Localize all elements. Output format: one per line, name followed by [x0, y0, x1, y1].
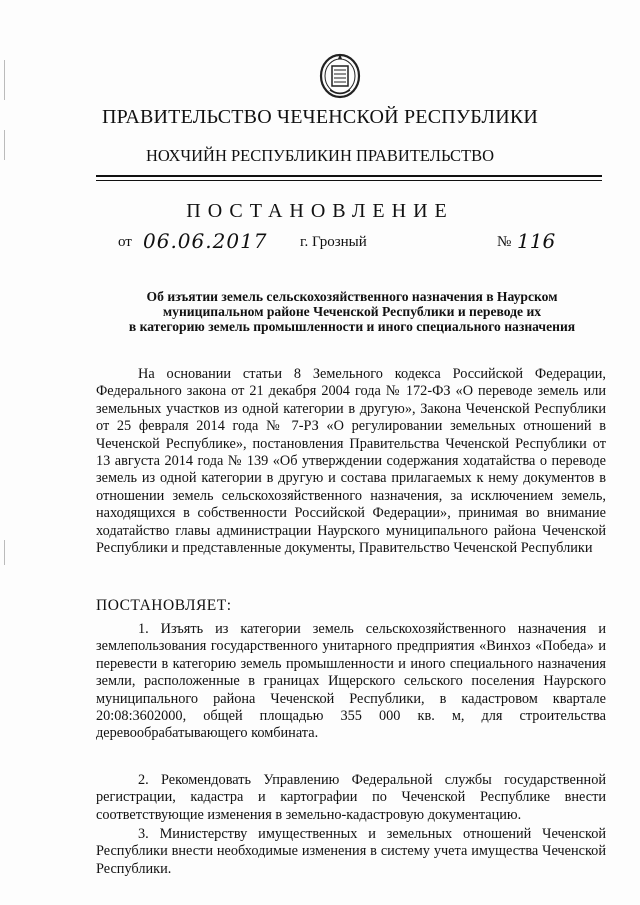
- government-title: ПРАВИТЕЛЬСТВО ЧЕЧЕНСКОЙ РЕСПУБЛИКИ: [101, 106, 539, 128]
- document-subject: [90, 289, 614, 334]
- coat-of-arms-icon: [318, 50, 362, 100]
- subject-line: в категорию земель промышленности и иного специального назначения: [128, 319, 576, 334]
- resolves-heading: ПОСТАНОВЛЯЕТ:: [96, 597, 232, 614]
- subject-line: муниципальном районе Чеченской Республики и переводе их: [162, 304, 542, 319]
- date-label: от: [118, 234, 132, 250]
- document-number: 116: [517, 229, 556, 253]
- resolution-item-1: 1. Изъять из категории земель сельскохозяйственного назначения и землепользования государственного унитарного предприятия «Винхоз «Победа» и перевести в категорию земель промышленности и иного специального назначения земли, расположенные в границах Ищерского сельского поселения Наурского муниципального района Чеченской Республики, в кадастровом квартале 20:08:3602000, общей площадью 355 000 кв. м, для строительства деревообрабатывающего комбината.: [96, 621, 606, 742]
- subject-line: Об изъятии земель сельскохозяйственного назначения в Наурском: [146, 289, 558, 304]
- resolution-item-2: 2. Рекомендовать Управлению Федеральной службы государственной регистрации, кадастра и картографии по Чеченской Республике внести соответствующие изменения в земельно-кадастровую документацию.: [96, 772, 606, 823]
- scan-margin-mark: [4, 130, 5, 160]
- document-type: ПОСТАНОВЛЕНИЕ: [186, 200, 454, 222]
- header-rule-thin: [96, 180, 602, 181]
- resolution-item-3: 3. Министерству имущественных и земельных отношений Чеченской Республики внести необходимые изменения в систему учета имущества Чеченской Республики.: [96, 826, 606, 877]
- header-rule-thick: [96, 175, 602, 177]
- government-title-chechen: НОХЧИЙН РЕСПУБЛИКИН ПРАВИТЕЛЬСТВО: [145, 146, 495, 165]
- document-city: г. Грозный: [300, 234, 367, 250]
- preamble-paragraph: На основании статьи 8 Земельного кодекса Российской Федерации, Федерального закона от 21 декабря 2004 года № 172-ФЗ «О переводе земель или земельных участков из одной категории в другую», Закона Чеченской Республики от 25 февраля 2014 года № 7-РЗ «О регулировании земельных отношений в Чеченской Республике», постановления Правительства Чеченской Республики от 13 августа 2014 года № 139 «Об утверждении содержания ходатайства о переводе земель из одной категории в другую и состава прилагаемых к нему документов в отношении земель сельскохозяйственного назначения, за исключением земель, находящихся в собственности Российской Федерации», принимая во внимание ходатайство главы администрации Наурского муниципального района Чеченской Республики и представленные документы, Правительство Чеченской Республики: [96, 366, 606, 557]
- scan-margin-mark: [4, 540, 5, 565]
- scan-margin-mark: [4, 60, 5, 100]
- document-date: 06.06.2017: [143, 229, 268, 253]
- number-label: №: [497, 234, 512, 250]
